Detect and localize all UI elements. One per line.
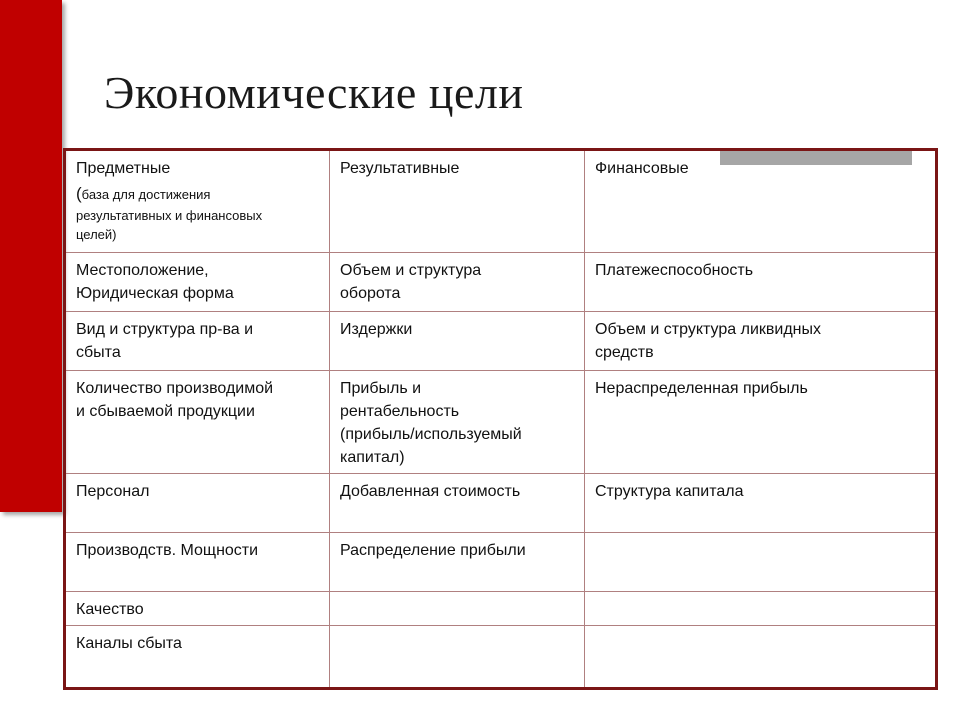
header-note-paren: ( [76,184,82,203]
header-cell-subject [65,150,330,253]
table-cell [585,312,937,371]
header-note-subject [76,182,319,206]
cell-text-line: (прибыль/используемый [340,426,522,443]
table-row [65,533,937,592]
table-row [65,626,937,689]
cell-text-line: Объем и структура ликвидных [595,321,821,338]
header-label-financial: Финансовые [595,160,689,177]
cell-text-line: Местоположение, [76,262,209,279]
goals-table [63,148,938,690]
cell-text-line: Персонал [76,483,150,500]
cell-text-line: Прибыль и [340,380,422,397]
slide-title: Экономические цели [104,67,524,118]
table-cell [65,253,330,312]
table-cell [585,474,937,533]
cell-text-line: Добавленная стоимость [340,483,521,500]
table-cell [585,371,937,474]
table-header-row [65,150,937,253]
table-cell [65,533,330,592]
header-cell-result [330,150,585,253]
table-row [65,253,937,312]
cell-text-line: Количество производимой [76,380,274,397]
cell-text-line: Производств. Мощности [76,542,259,559]
table-cell [585,626,937,689]
cell-text-line: Объем и структура [340,262,482,279]
cell-text-line: Юридическая форма [76,285,234,302]
header-cell-financial [585,150,937,253]
table-cell [330,371,585,474]
table-cell [65,312,330,371]
cell-text-line: рентабельность [340,403,460,420]
table-row [65,371,937,474]
table-cell [330,592,585,626]
table-row [65,312,937,371]
cell-text-line: Нераспределенная прибыль [595,380,808,397]
table-cell [330,253,585,312]
cell-text-line: Каналы сбыта [76,635,182,652]
table-cell [65,371,330,474]
table-cell [330,312,585,371]
cell-text-line: Структура капитала [595,483,744,500]
table-cell [330,533,585,592]
cell-text-line: оборота [340,285,401,302]
header-note-line2: результативных и финансовых [76,208,263,223]
header-note-line3: целей) [76,227,117,242]
table-row [65,592,937,626]
header-label-result: Результативные [340,160,460,177]
cell-text-line: средств [595,344,654,361]
decorative-red-bar [0,0,62,512]
cell-text-line: Распределение прибыли [340,542,526,559]
table-body [65,253,937,689]
cell-text-line: Издержки [340,321,413,338]
table-cell [65,626,330,689]
table-cell [65,474,330,533]
cell-text-line: Вид и структура пр-ва и [76,321,254,338]
header-label-subject: Предметные [76,160,171,177]
cell-text-line: капитал) [340,449,405,466]
table-cell [330,474,585,533]
table-cell [585,533,937,592]
cell-text-line: Качество [76,601,144,618]
cell-text-line: и сбываемой продукции [76,403,255,420]
table-cell [330,626,585,689]
header-note-line1: база для достижения [81,187,211,202]
table-cell [585,592,937,626]
table-cell [65,592,330,626]
table-row [65,474,937,533]
table-cell [585,253,937,312]
cell-text-line: сбыта [76,344,121,361]
cell-text-line: Платежеспособность [595,262,754,279]
